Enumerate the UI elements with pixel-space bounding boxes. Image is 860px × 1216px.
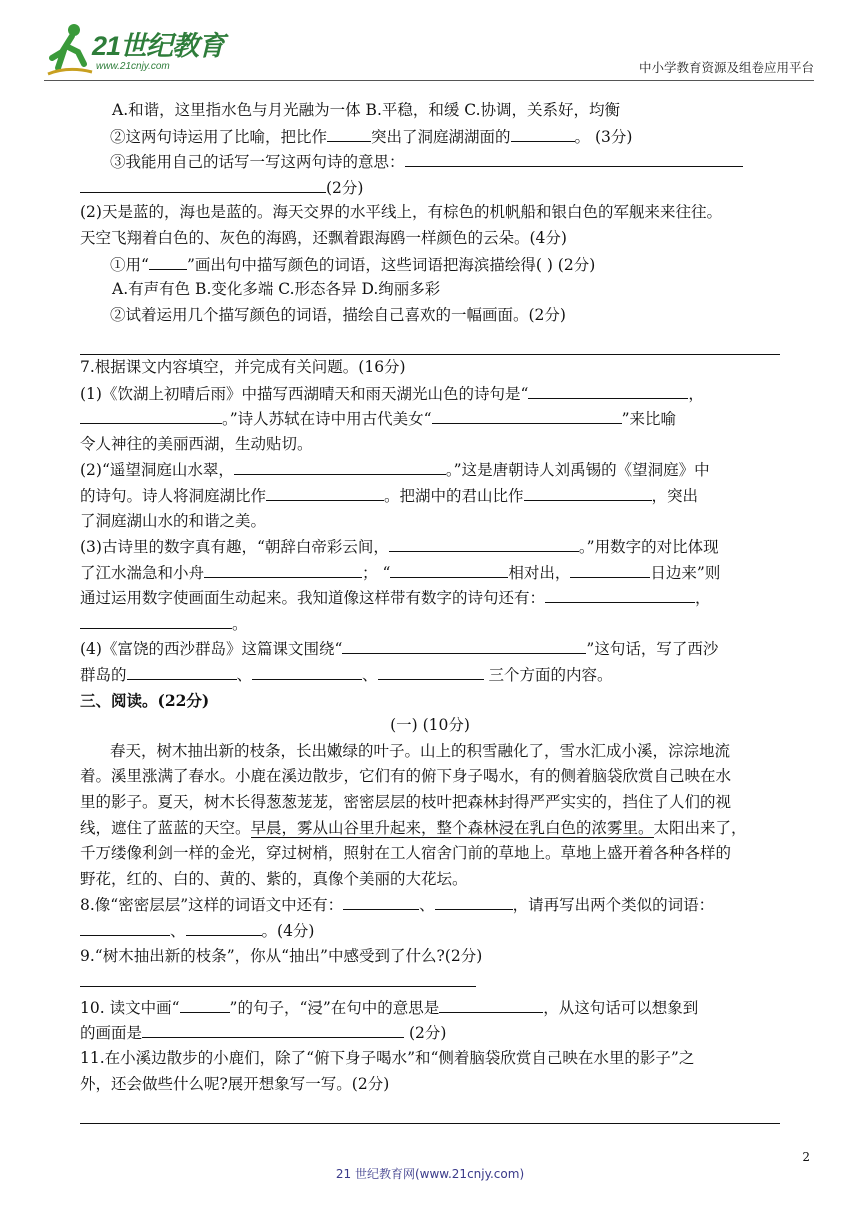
text-line: 群岛的 、 、 三个方面的内容。 xyxy=(80,662,780,688)
text-line: 通过运用数字使画面生动起来。我知道像这样带有数字的诗句还有： ， xyxy=(80,585,780,611)
question-11: 11.在小溪边散步的小鹿们，除了“俯下身子喝水”和“侧着脑袋欣赏自己映在水里的影子”之 xyxy=(80,1048,695,1067)
answer-blank[interactable] xyxy=(343,892,419,910)
answer-blank[interactable] xyxy=(80,406,222,424)
answer-blank[interactable] xyxy=(405,149,743,167)
text-line: 。”诗人苏轼在诗中用古代美女“ ”来比喻 xyxy=(80,406,780,432)
text-line: 的画面是 (2分) xyxy=(80,1020,780,1046)
question-10: 10. 读文中画“ ”的句子，“浸”在句中的意思是 ，从这句话可以想象到 xyxy=(80,995,780,1021)
answer-blank[interactable] xyxy=(234,457,446,475)
passage-line: 线，遮住了蓝蓝的天空。早晨，雾从山谷里升起来，整个森林浸在乳白色的浓雾里。太阳出来了， xyxy=(80,818,747,837)
answer-blank[interactable] xyxy=(252,662,362,680)
passage-line: 野花，红的、白的、黄的、紫的，真像个美丽的大花坛。 xyxy=(80,869,468,888)
text-line: 、 。(4分) xyxy=(80,918,780,944)
text-line: (4)《富饶的西沙群岛》这篇课文围绕“ ”这句话，写了西沙 xyxy=(80,636,780,662)
answer-blank[interactable] xyxy=(80,969,476,987)
platform-name: 中小学教育资源及组卷应用平台 xyxy=(638,60,814,75)
underlined-sentence: 早晨，雾从山谷里升起来，整个森林浸在乳白色的浓雾里。 xyxy=(250,818,654,837)
text-line: ②试着运用几个描写颜色的词语，描绘自己喜欢的一幅画面。(2分) xyxy=(110,305,566,324)
passage-line: 里的影子。夏天，树木长得葱葱茏茏，密密层层的枝叶把森林封得严严实实的，挡住了人们的视 xyxy=(80,793,732,812)
answer-blank[interactable] xyxy=(435,892,513,910)
question-9: 9.“树木抽出新的枝条”，你从“抽出”中感受到了什么?(2分) xyxy=(80,946,483,965)
answer-blank[interactable] xyxy=(204,560,362,578)
passage-line: 千万缕像利剑一样的金光，穿过树梢，照射在工人宿舍门前的草地上。草地上盛开着各种各样的 xyxy=(80,844,732,863)
text-line: 了江水湍急和小舟 ； “ 相对出， 日边来”则 xyxy=(80,560,780,586)
page-header xyxy=(44,18,814,80)
text-line: (2)“遥望洞庭山水翠， 。”这是唐朝诗人刘禹锡的《望洞庭》中 xyxy=(80,457,780,483)
answer-blank[interactable] xyxy=(511,124,575,142)
answer-blank[interactable] xyxy=(439,995,543,1013)
answer-blank[interactable] xyxy=(80,611,232,629)
text-line: (2分) xyxy=(80,175,780,201)
answer-line[interactable] xyxy=(80,1097,780,1124)
runner-icon xyxy=(44,18,94,76)
site-logo xyxy=(44,18,244,78)
answer-blank[interactable] xyxy=(80,175,326,193)
answer-blank[interactable] xyxy=(80,918,170,936)
question-7: 7.根据课文内容填空，并完成有关问题。(16分) xyxy=(80,357,406,376)
answer-blank[interactable] xyxy=(266,483,384,501)
answer-blank[interactable] xyxy=(524,483,652,501)
exam-content xyxy=(80,98,780,1124)
text-line xyxy=(80,969,780,995)
answer-options: A.有声有色 B.变化多端 C.形态各异 D.绚丽多彩 xyxy=(112,280,441,299)
passage-line: 着。溪里涨满了春水。小鹿在溪边散步，它们有的俯下身子喝水，有的侧着脑袋欣赏自己映在水 xyxy=(80,767,732,786)
logo-text: 21世纪教育 xyxy=(92,31,225,61)
text-line: 天空飞翔着白色的、灰色的海鸥，还飘着跟海鸥一样颜色的云朵。(4分) xyxy=(80,228,567,247)
text-line: ③我能用自己的话写一写这两句诗的意思： xyxy=(80,149,780,175)
text-line: 的诗句。诗人将洞庭湖比作 。把湖中的君山比作 ，突出 xyxy=(80,483,780,509)
text-line: A.和谐，这里指水色与月光融为一体 B.平稳，和缓 C.协调，关系好，均衡 xyxy=(112,101,621,119)
text-line: ②这两句诗运用了比喻，把比作 突出了洞庭湖湖面的 。 (3分) xyxy=(80,124,780,150)
section-heading: 三、阅读。(22分) xyxy=(80,690,210,710)
page-number: 2 xyxy=(802,1150,810,1164)
question-8: 8.像“密密层层”这样的词语文中还有： 、 ，请再写出两个类似的词语： xyxy=(80,892,780,918)
text-line: (1)《饮湖上初晴后雨》中描写西湖晴天和雨天湖光山色的诗句是“ ， xyxy=(80,381,780,407)
text-line: 。 xyxy=(80,611,780,637)
header-divider xyxy=(44,80,814,81)
answer-blank[interactable] xyxy=(342,636,586,654)
answer-blank[interactable] xyxy=(327,124,371,142)
text-line: 外，还会做些什么呢?展开想象写一写。(2分) xyxy=(80,1074,390,1093)
text-line: 了洞庭湖山水的和谐之美。 xyxy=(80,511,267,530)
answer-blank[interactable] xyxy=(390,560,508,578)
answer-blank[interactable] xyxy=(570,560,650,578)
text-line: 令人神往的美丽西湖，生动贴切。 xyxy=(80,434,313,453)
page-footer: 21 世纪教育网(www.21cnjy.com) xyxy=(335,1167,525,1181)
answer-blank[interactable] xyxy=(186,918,262,936)
text-line: ①用“ ”画出句中描写颜色的词语，这些词语把海滨描绘得( ) (2分) xyxy=(80,252,780,278)
answer-line[interactable] xyxy=(80,328,780,355)
answer-blank[interactable] xyxy=(432,406,622,424)
answer-blank[interactable] xyxy=(528,381,688,399)
answer-blank[interactable] xyxy=(389,534,579,552)
answer-blank[interactable] xyxy=(545,585,695,603)
passage-line: 春天，树木抽出新的枝条，长出嫩绿的叶子。山上的积雪融化了，雪水汇成小溪，淙淙地流 xyxy=(110,741,731,760)
text-line: (2)天是蓝的，海也是蓝的。海天交界的水平线上，有棕色的机帆船和银白色的军舰来来往往。 xyxy=(80,203,722,222)
answer-blank[interactable] xyxy=(378,662,484,680)
passage-heading: (一) (10分) xyxy=(390,716,470,735)
logo-url: www.21cnjy.com xyxy=(96,61,170,72)
text-line: (3)古诗里的数字真有趣，“朝辞白帝彩云间， 。”用数字的对比体现 xyxy=(80,534,780,560)
answer-blank[interactable] xyxy=(142,1020,404,1038)
answer-blank[interactable] xyxy=(127,662,237,680)
